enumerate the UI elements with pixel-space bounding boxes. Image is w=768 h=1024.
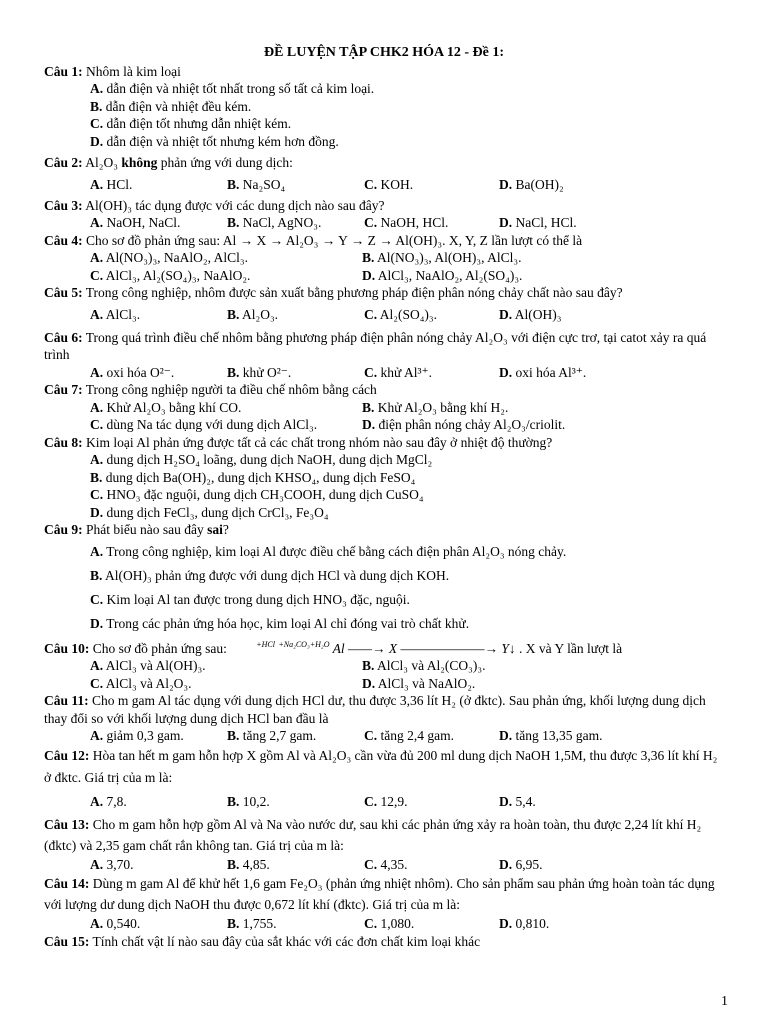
question-label: Câu 2: xyxy=(44,155,83,170)
option-d: D. oxi hóa Al³⁺. xyxy=(499,364,587,380)
options-13 xyxy=(90,856,724,874)
option-letter: C. xyxy=(364,728,378,743)
question-4 xyxy=(44,232,724,250)
question-label: Câu 8: xyxy=(44,434,83,450)
option-b: B. NaCl, AgNO₃. xyxy=(227,215,322,230)
option-letter: D. xyxy=(90,615,104,631)
options-11 xyxy=(90,727,724,745)
page-title: ĐỀ LUYỆN TẬP CHK2 HÓA 12 - Đề 1: xyxy=(263,45,505,60)
option-letter: A. xyxy=(90,452,104,467)
question-stem: Cho sơ đồ phản ứng sau: Al → X → Al₂O₃ → Y → Z → Al(OH)₃. X, Y, Z lần lượt có thể là xyxy=(86,232,583,248)
option-d: D. NaCl, HCl. xyxy=(499,215,577,230)
option-letter: D. xyxy=(499,728,513,743)
question-label: Câu 10: xyxy=(44,640,90,656)
option-letter: A. xyxy=(90,250,104,265)
question-stem: Cho m gam hỗn hợp gồm Al và Na vào nước dư, sau khi các phản ứng xảy ra hoàn toàn, thu được 2,24 lít khí H₂ (đktc) và 2,35 gam chất rắn không tan. Giá trị của m là: xyxy=(44,816,702,853)
option-letter: A. xyxy=(90,916,104,931)
option-c: C. 4,35. xyxy=(364,856,408,872)
option-a: A. giảm 0,3 gam. xyxy=(90,728,184,743)
option-letter: B. xyxy=(227,856,240,872)
option-c: C. khử Al³⁺. xyxy=(364,364,432,380)
question-stem: Cho m gam Al tác dụng với dung dịch HCl dư, thu được 3,36 lít H₂ (ở đktc). Sau phản ứng, khối lượng dung dịch thay đổi so với khối lượng dung dịch HCl ban đầu là xyxy=(44,693,706,726)
option-c: C. dùng Na tác dụng với dung dịch AlCl₃. xyxy=(90,417,318,432)
option-letter: D. xyxy=(499,793,513,809)
option-b: B. dẫn điện và nhiệt đều kém. xyxy=(90,98,252,114)
option-letter: C. xyxy=(90,487,104,502)
question-13 xyxy=(44,814,724,856)
option-a: A. Khử Al₂O₃ bằng khí CO. xyxy=(90,399,242,415)
question-stem-pre: Cho sơ đồ phản ứng sau: xyxy=(92,640,227,656)
option-a: A. 3,70. xyxy=(90,856,134,872)
page-number: 1 xyxy=(721,993,728,1009)
option-letter: B. xyxy=(90,98,103,114)
question-stem-post: ? xyxy=(222,522,229,537)
question-15 xyxy=(44,933,724,951)
question-9 xyxy=(44,521,724,539)
option-d: D. Al(OH)₃ xyxy=(499,306,562,322)
options-12 xyxy=(90,791,724,812)
option-letter: C. xyxy=(364,215,378,230)
question-stem-post: phản ứng với dung dịch: xyxy=(160,155,293,170)
option-letter: A. xyxy=(90,176,104,192)
options-3 xyxy=(90,214,724,232)
option-letter: D. xyxy=(499,856,513,872)
question-label: Câu 11: xyxy=(44,693,89,708)
option-d: D. Trong các phản ứng hóa học, kim loại Al chỉ đóng vai trò chất khử. xyxy=(90,615,470,631)
question-7 xyxy=(44,381,724,399)
reaction-scheme xyxy=(256,641,519,656)
option-letter: B. xyxy=(362,250,375,265)
question-8 xyxy=(44,434,724,452)
option-a: A. 0,540. xyxy=(90,916,141,931)
question-11 xyxy=(44,692,724,727)
option-c: C. dẫn điện tốt nhưng dẫn nhiệt kém. xyxy=(90,116,292,131)
option-letter: D. xyxy=(362,417,376,432)
option-b: B. 1,755. xyxy=(227,916,277,931)
option-c: C. AlCl₃, Al₂(SO₄)₃, NaAlO₂. xyxy=(90,267,251,283)
question-stem: Kim loại Al phản ứng được tất cả các chất trong nhóm nào sau đây ở nhiệt độ thường? xyxy=(86,434,553,450)
option-letter: D. xyxy=(499,364,513,380)
question-stem: Al(OH)₃ tác dụng được với các dung dịch nào sau đây? xyxy=(85,197,385,213)
option-letter: A. xyxy=(90,306,104,322)
option-letter: A. xyxy=(90,543,104,559)
question-label: Câu 3: xyxy=(44,197,83,213)
options-7 xyxy=(90,399,724,434)
option-c: C. HNO₃ đặc nguội, dung dịch CH₃COOH, dung dịch CuSO₄ xyxy=(90,487,424,502)
option-letter: C. xyxy=(90,116,104,131)
question-stem-pre: Phát biểu nào sau đây xyxy=(86,522,204,537)
question-10 xyxy=(44,636,724,658)
option-letter: B. xyxy=(227,215,240,230)
options-8 xyxy=(90,451,724,521)
option-d: D. dẫn điện và nhiệt tốt nhưng kém hơn đồng. xyxy=(90,133,339,149)
option-b: B. Na₂SO₄ xyxy=(227,176,286,192)
option-letter: C. xyxy=(364,306,378,322)
option-letter: B. xyxy=(227,916,240,931)
question-stem-pre: Al₂O₃ xyxy=(85,155,118,170)
option-b: B. Al(OH)₃ phản ứng được với dung dịch HCl và dung dịch KOH. xyxy=(90,567,450,583)
question-12 xyxy=(44,745,724,789)
option-c: C. 12,9. xyxy=(364,793,408,809)
option-letter: C. xyxy=(90,675,104,691)
option-letter: C. xyxy=(90,267,104,283)
option-a: A. AlCl₃ và Al(OH)₃. xyxy=(90,658,206,673)
option-letter: B. xyxy=(227,176,240,192)
option-d: D. AlCl₃, NaAlO₂, Al₂(SO₄)₃. xyxy=(362,267,523,283)
question-label: Câu 5: xyxy=(44,285,83,300)
option-b: B. khử O²⁻. xyxy=(227,364,292,380)
options-4 xyxy=(90,249,724,284)
option-letter: A. xyxy=(90,399,104,415)
option-letter: B. xyxy=(227,793,240,809)
option-letter: B. xyxy=(227,364,240,380)
option-d: D. 6,95. xyxy=(499,856,543,872)
question-stem: Hòa tan hết m gam hỗn hợp X gồm Al và Al₂O₃ cần vừa đủ 200 ml dung dịch NaOH 1,5M, thu được 3,36 lít khí H₂ ở đktc. Giá trị của m là: xyxy=(44,747,718,785)
question-1 xyxy=(44,63,724,81)
option-letter: C. xyxy=(364,916,378,931)
option-d: D. điện phân nóng chảy Al₂O₃/criolit. xyxy=(362,417,566,432)
options-10 xyxy=(90,657,724,692)
option-letter: B. xyxy=(90,567,103,583)
question-label: Câu 4: xyxy=(44,232,83,248)
option-d: D. 5,4. xyxy=(499,793,536,809)
question-stem: Dùng m gam Al để khử hết 1,6 gam Fe₂O₃ (phản ứng nhiệt nhôm). Cho sản phẩm sau phản ứng hoàn toàn tác dụng với lượng dư dung dịch NaOH thu được 0,672 lít khí (đktc). Giá trị của m là: xyxy=(44,876,715,912)
options-14 xyxy=(90,915,724,933)
question-3 xyxy=(44,197,724,215)
option-b: B. 4,85. xyxy=(227,856,270,872)
option-c: C. AlCl₃ và Al₂O₃. xyxy=(90,675,192,691)
option-a: A. dung dịch H₂SO₄ loãng, dung dịch NaOH, dung dịch MgCl₂ xyxy=(90,452,433,467)
question-label: Câu 15: xyxy=(44,933,90,949)
option-letter: C. xyxy=(364,793,378,809)
arrow-reagent-1: +HCl xyxy=(256,639,275,649)
question-stem-post: . X và Y lần lượt là xyxy=(519,640,623,656)
option-letter: C. xyxy=(364,364,378,380)
option-letter: D. xyxy=(499,176,513,192)
question-label: Câu 13: xyxy=(44,816,90,832)
question-label: Câu 1: xyxy=(44,63,83,79)
option-a: A. NaOH, NaCl. xyxy=(90,215,181,230)
options-9 xyxy=(90,541,724,634)
question-stem-emphasis: không xyxy=(121,155,158,170)
question-stem: Trong công nghiệp, nhôm được sản xuất bằng phương pháp điện phân nóng chảy chất nào sau đây? xyxy=(85,285,623,300)
options-1 xyxy=(90,80,724,150)
option-b: B. tăng 2,7 gam. xyxy=(227,728,317,743)
option-letter: D. xyxy=(499,306,513,322)
question-6 xyxy=(44,329,724,364)
question-stem-emphasis: sai xyxy=(207,522,223,537)
options-6 xyxy=(90,364,724,382)
option-letter: D. xyxy=(362,675,376,691)
options-5 xyxy=(90,304,724,325)
option-b: B. Al₂O₃. xyxy=(227,306,279,322)
option-letter: B. xyxy=(227,728,240,743)
question-14 xyxy=(44,873,724,915)
scheme-text: Al ——→ X ———————→ Y↓ xyxy=(332,640,516,656)
option-b: B. Al(NO₃)₃, Al(OH)₃, AlCl₃. xyxy=(362,250,522,265)
question-stem: Tính chất vật lí nào sau đây của sắt khác với các đơn chất kim loại khác xyxy=(92,933,481,949)
question-label: Câu 7: xyxy=(44,382,83,397)
arrow-reagent-2: +Na₂CO₃+H₂O xyxy=(278,639,330,649)
option-c: C. Al₂(SO₄)₃. xyxy=(364,306,437,322)
option-letter: A. xyxy=(90,793,104,809)
question-label: Câu 6: xyxy=(44,329,83,345)
option-d: D. AlCl₃ và NaAlO₂. xyxy=(362,675,476,691)
question-stem: Nhôm là kim loại xyxy=(86,63,181,79)
option-b: B. dung dịch Ba(OH)₂, dung dịch KHSO₄, dung dịch FeSO₄ xyxy=(90,469,416,485)
option-b: B. Khử Al₂O₃ bằng khí H₂. xyxy=(362,399,509,415)
option-letter: A. xyxy=(90,856,104,872)
option-letter: B. xyxy=(90,469,103,485)
option-letter: C. xyxy=(364,176,378,192)
option-c: C. tăng 2,4 gam. xyxy=(364,728,454,743)
option-d: D. dung dịch FeCl₃, dung dịch CrCl₃, Fe₃O₄ xyxy=(90,504,329,520)
option-c: C. 1,080. xyxy=(364,916,415,931)
option-a: A. Al(NO₃)₃, NaAlO₂, AlCl₃. xyxy=(90,250,248,265)
option-letter: C. xyxy=(90,591,104,607)
option-letter: A. xyxy=(90,728,104,743)
question-label: Câu 12: xyxy=(44,747,90,763)
option-a: A. AlCl₃. xyxy=(90,306,141,322)
question-stem: Trong quá trình điều chế nhôm bằng phương pháp điện phân nóng chảy Al₂O₃ với điện cực trơ, tại catot xảy ra quá trình xyxy=(44,329,707,362)
question-stem: Trong công nghiệp người ta điều chế nhôm bằng cách xyxy=(85,382,377,397)
option-a: A. HCl. xyxy=(90,176,133,192)
option-b: B. 10,2. xyxy=(227,793,270,809)
question-2 xyxy=(44,154,724,172)
option-letter: D. xyxy=(90,504,104,520)
option-c: C. Kim loại Al tan được trong dung dịch HNO₃ đặc, nguội. xyxy=(90,591,410,607)
option-d: D. Ba(OH)₂ xyxy=(499,176,564,192)
option-letter: B. xyxy=(227,306,240,322)
option-letter: D. xyxy=(499,916,513,931)
option-a: A. dẫn điện và nhiệt tốt nhất trong số tất cả kim loại. xyxy=(90,81,375,96)
option-c: C. NaOH, HCl. xyxy=(364,215,449,230)
option-letter: C. xyxy=(364,856,378,872)
option-d: D. 0,810. xyxy=(499,916,550,931)
option-c: C. KOH. xyxy=(364,176,414,192)
option-letter: A. xyxy=(90,81,104,96)
option-letter: C. xyxy=(90,417,104,432)
question-label: Câu 9: xyxy=(44,522,83,537)
option-b: B. AlCl₃ và Al₂(CO₃)₃. xyxy=(362,658,486,673)
option-letter: A. xyxy=(90,364,104,380)
option-letter: A. xyxy=(90,658,104,673)
question-label: Câu 14: xyxy=(44,876,90,891)
option-letter: D. xyxy=(362,267,376,283)
option-a: A. Trong công nghiệp, kim loại Al được điều chế bằng cách điện phân Al₂O₃ nóng chảy. xyxy=(90,543,567,559)
option-d: D. tăng 13,35 gam. xyxy=(499,728,603,743)
option-a: A. oxi hóa O²⁻. xyxy=(90,364,175,380)
option-letter: B. xyxy=(362,399,375,415)
option-a: A. 7,8. xyxy=(90,793,127,809)
question-5 xyxy=(44,284,724,302)
option-letter: B. xyxy=(362,658,375,673)
option-letter: D. xyxy=(90,133,104,149)
option-letter: D. xyxy=(499,215,513,230)
options-2 xyxy=(90,174,724,195)
option-letter: A. xyxy=(90,215,104,230)
